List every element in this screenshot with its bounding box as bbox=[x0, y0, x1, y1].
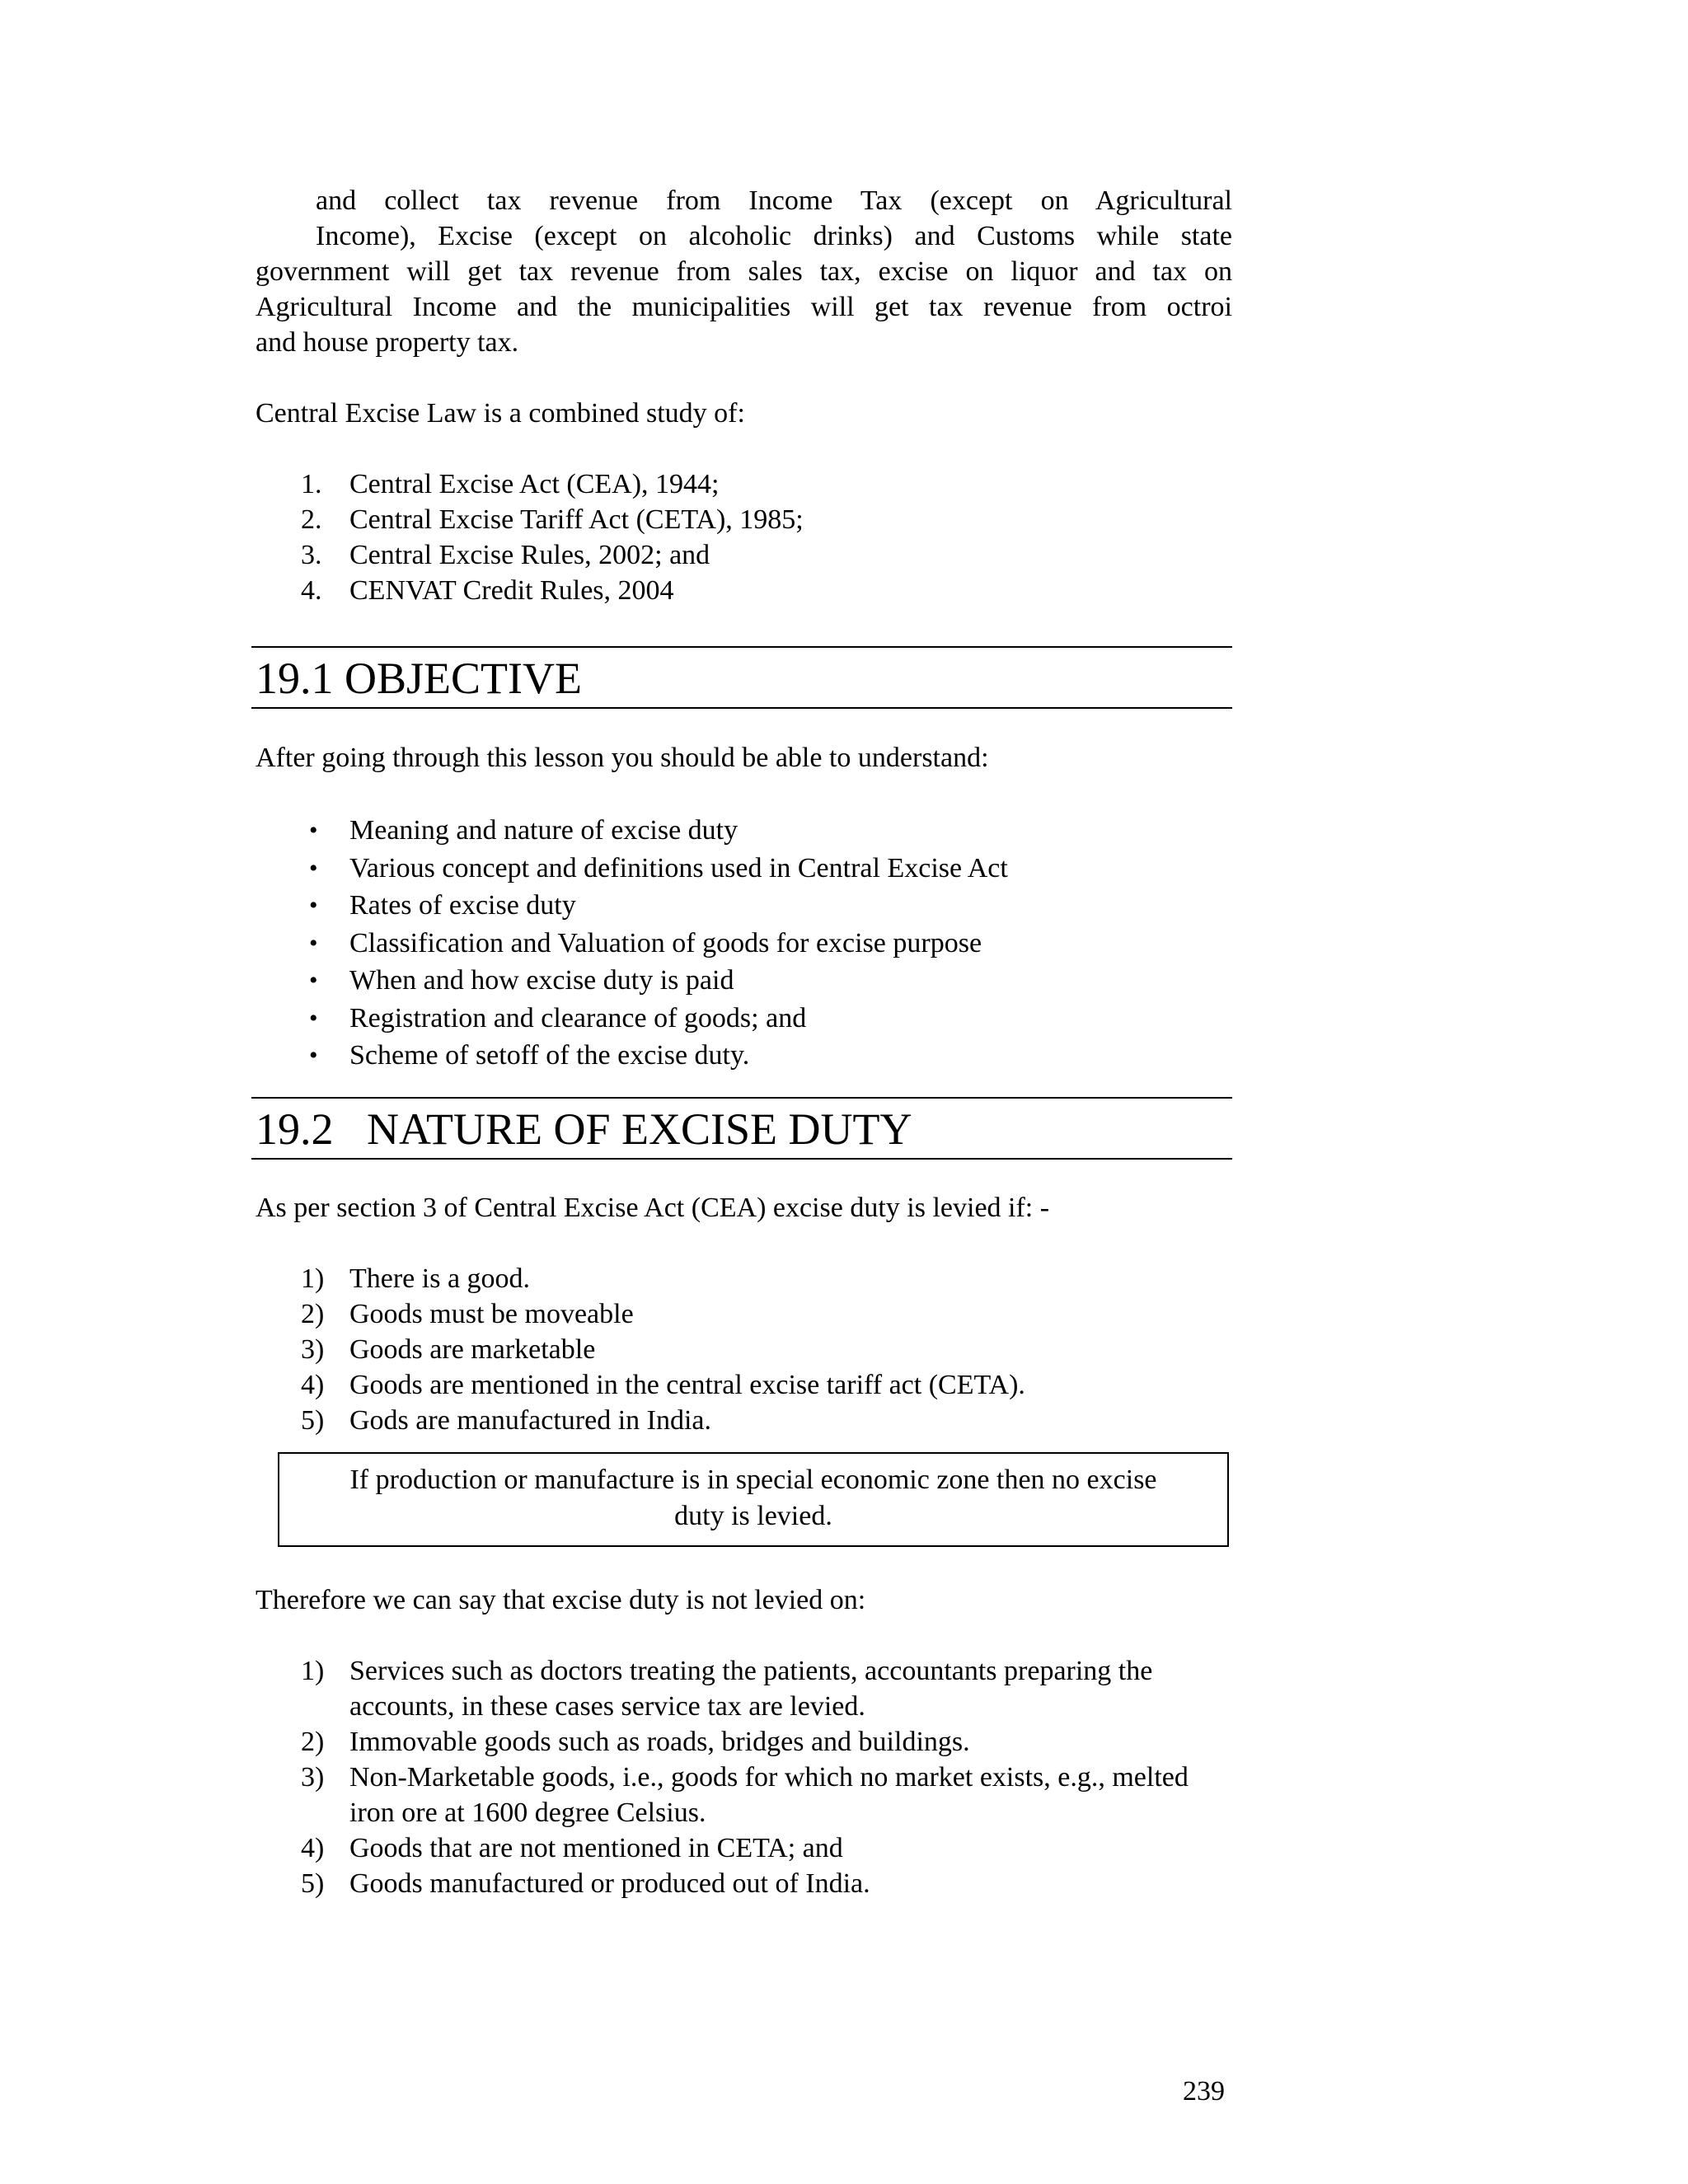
list-item-text: CENVAT Credit Rules, 2004 bbox=[349, 575, 674, 606]
list-item bbox=[256, 1866, 1212, 1901]
note-line: If production or manufacture is in special economic zone then no excise bbox=[349, 1464, 1157, 1495]
list-item bbox=[256, 1724, 1212, 1760]
list-number: 4) bbox=[301, 1832, 325, 1863]
section-heading-objective: 19.1 OBJECTIVE bbox=[251, 646, 1232, 709]
list-item-text: Goods manufactured or produced out of India. bbox=[349, 1868, 870, 1899]
list-item-text: Goods are mentioned in the central excise tariff act (CETA). bbox=[349, 1369, 1025, 1400]
intro-line: and collect tax revenue from Income Tax (except on Agricultural bbox=[316, 185, 1232, 216]
objective-lead: After going through this lesson you should be able to understand: bbox=[256, 743, 989, 773]
list-number: 4. bbox=[301, 575, 322, 606]
list-item bbox=[256, 1830, 1212, 1866]
list-item bbox=[256, 466, 1232, 502]
list-item-text: Central Excise Tariff Act (CETA), 1985; bbox=[349, 504, 804, 535]
list-item-text: There is a good. bbox=[349, 1263, 531, 1294]
intro-paragraph bbox=[256, 183, 1232, 360]
list-item bbox=[256, 1760, 1212, 1830]
combined-study-lead: Central Excise Law is a combined study of: bbox=[256, 398, 745, 429]
list-item-text: Central Excise Act (CEA), 1944; bbox=[349, 469, 720, 499]
bullet-icon: • bbox=[309, 854, 318, 882]
list-item-text: Gods are manufactured in India. bbox=[349, 1404, 711, 1436]
list-item bbox=[256, 1367, 1232, 1403]
list-number: 2. bbox=[301, 504, 322, 535]
list-item bbox=[256, 1261, 1232, 1296]
list-item-text: Rates of excise duty bbox=[349, 890, 576, 921]
list-number: 5) bbox=[301, 1404, 325, 1436]
list-item bbox=[256, 1000, 1232, 1038]
list-item bbox=[256, 502, 1232, 537]
note-line: duty is levied. bbox=[674, 1500, 832, 1531]
combined-study-list bbox=[256, 466, 1232, 608]
list-item-text: Central Excise Rules, 2002; and bbox=[349, 540, 710, 570]
intro-line: and house property tax. bbox=[256, 327, 519, 358]
list-item bbox=[256, 1653, 1212, 1724]
list-item-text: Goods that are not mentioned in CETA; and bbox=[349, 1832, 843, 1863]
list-number: 2) bbox=[301, 1298, 325, 1329]
intro-line: Income), Excise (except on alcoholic drinks) and Customs while state bbox=[316, 221, 1232, 251]
list-item bbox=[256, 1296, 1232, 1332]
list-number: 3) bbox=[301, 1761, 325, 1793]
list-item-text: Goods must be moveable bbox=[349, 1298, 634, 1329]
list-item-text: Scheme of setoff of the excise duty. bbox=[349, 1040, 750, 1071]
bullet-icon: • bbox=[309, 817, 318, 844]
list-item-text: Various concept and definitions used in Central Excise Act bbox=[349, 852, 1008, 883]
list-number: 4) bbox=[301, 1369, 325, 1400]
list-item bbox=[256, 1332, 1232, 1367]
intro-line: Agricultural Income and the municipalities will get tax revenue from octroi bbox=[256, 292, 1232, 322]
intro-line: government will get tax revenue from sales tax, excise on liquor and tax on bbox=[256, 256, 1232, 287]
list-number: 1) bbox=[301, 1263, 325, 1294]
list-number: 5) bbox=[301, 1868, 325, 1899]
levy-conditions-list bbox=[256, 1261, 1232, 1438]
list-number: 3. bbox=[301, 540, 322, 570]
list-item bbox=[256, 850, 1232, 888]
list-item-text: Immovable goods such as roads, bridges and buildings. bbox=[349, 1726, 970, 1757]
list-item bbox=[256, 1403, 1232, 1438]
list-item-text: Classification and Valuation of goods for excise purpose bbox=[349, 927, 982, 958]
section-heading-nature: 19.2 NATURE OF EXCISE DUTY bbox=[251, 1097, 1232, 1160]
bullet-icon: • bbox=[309, 967, 318, 994]
list-item bbox=[256, 925, 1232, 963]
not-levied-list bbox=[256, 1653, 1212, 1901]
list-item-text: Services such as doctors treating the patients, accountants preparing the accounts, in these cases service tax are levied. bbox=[349, 1655, 1153, 1722]
list-item bbox=[256, 573, 1232, 608]
list-number: 1. bbox=[301, 469, 322, 499]
nature-lead: As per section 3 of Central Excise Act (CEA) excise duty is levied if: - bbox=[256, 1192, 1050, 1223]
not-levied-lead: Therefore we can say that excise duty is not levied on: bbox=[256, 1584, 866, 1615]
list-number: 2) bbox=[301, 1726, 325, 1757]
list-number: 1) bbox=[301, 1655, 325, 1686]
bullet-icon: • bbox=[309, 1042, 318, 1069]
list-item bbox=[256, 887, 1232, 925]
bullet-icon: • bbox=[309, 1004, 318, 1032]
list-number: 3) bbox=[301, 1333, 325, 1365]
objective-bullet-list bbox=[256, 812, 1232, 1075]
bullet-icon: • bbox=[309, 892, 318, 919]
bullet-icon: • bbox=[309, 929, 318, 957]
page-number: 239 bbox=[1183, 2076, 1225, 2107]
list-item-text: Registration and clearance of goods; and bbox=[349, 1002, 807, 1033]
sez-note-box bbox=[278, 1452, 1229, 1547]
list-item-text: When and how excise duty is paid bbox=[349, 965, 734, 996]
list-item bbox=[256, 962, 1232, 1000]
list-item bbox=[256, 1037, 1232, 1075]
list-item-text: Non-Marketable goods, i.e., goods for which no market exists, e.g., melted iron ore at 1600 degree Celsius. bbox=[349, 1761, 1189, 1828]
list-item-text: Goods are marketable bbox=[349, 1333, 596, 1365]
list-item bbox=[256, 812, 1232, 850]
list-item bbox=[256, 537, 1232, 573]
document-page bbox=[256, 183, 1232, 1901]
list-item-text: Meaning and nature of excise duty bbox=[349, 815, 738, 846]
